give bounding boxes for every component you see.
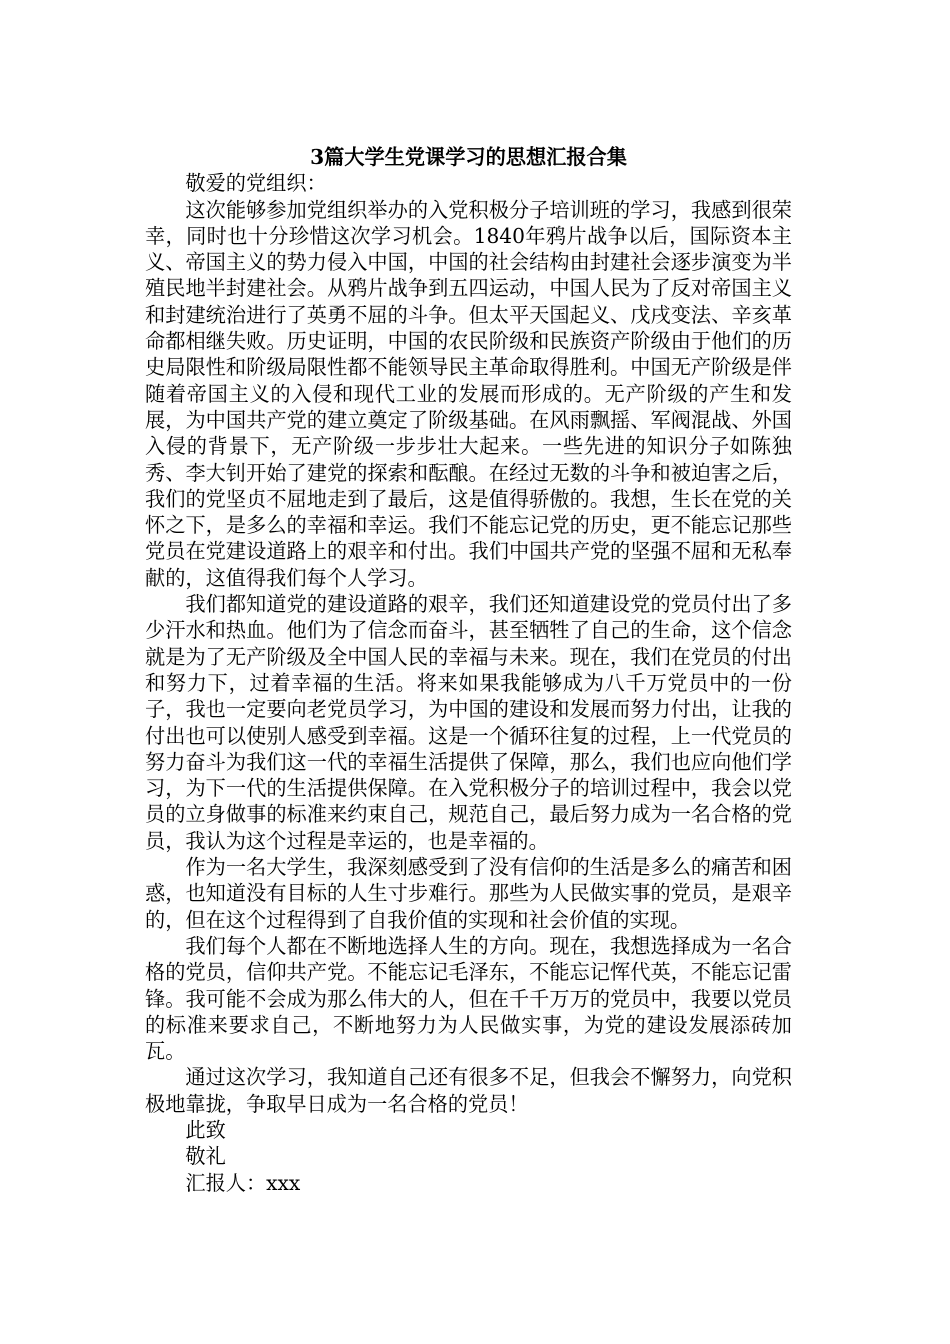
closing-salute: 敬礼	[185, 1144, 226, 1169]
signature: 汇报人：xxx	[185, 1170, 301, 1195]
salutation: 敬爱的党组织：	[185, 171, 327, 196]
paragraph-3: 作为一名大学生，我深刻感受到了没有信仰的生活是多么的痛苦和困惑，也知道没有目标的人生寸步难行。那些为人民做实事的党员，是艰辛的，但在这个过程得到了自我价值的实现和社会价值的实现。	[145, 855, 792, 932]
document-body	[145, 144, 792, 1196]
paragraph-5: 通过这次学习，我知道自己还有很多不足，但我会不懈努力，向党积极地靠拢，争取早日成为一名合格的党员！	[145, 1065, 792, 1116]
paragraph-2: 我们都知道党的建设道路的艰辛，我们还知道建设党的党员付出了多少汗水和热血。他们为了信念而奋斗，甚至牺牲了自己的生命，这个信念就是为了无产阶级及全中国人民的幸福与未来。现在，我们在党员的付出和努力下，过着幸福的生活。将来如果我能够成为八千万党员中的一份子，我也一定要向老党员学习，为中国的建设和发展而努力付出，让我的付出也可以使别人感受到幸福。这是一个循环往复的过程，上一代党员的努力奋斗为我们这一代的幸福生活提供了保障，那么，我们也应向他们学习，为下一代的生活提供保障。在入党积极分子的培训过程中，我会以党员的立身做事的标准来约束自己，规范自己，最后努力成为一名合格的党员，我认为这个过程是幸运的，也是幸福的。	[145, 592, 792, 853]
paragraph-1: 这次能够参加党组织举办的入党积极分子培训班的学习，我感到很荣幸，同时也十分珍惜这次学习机会。1840年鸦片战争以后，国际资本主义、帝国主义的势力侵入中国，中国的社会结构由封建社会逐步演变为半殖民地半封建社会。从鸦片战争到五四运动，中国人民为了反对帝国主义和封建统治进行了英勇不屈的斗争。但太平天国起义、戊戌变法、辛亥革命都相继失败。历史证明，中国的农民阶级和民族资产阶级由于他们的历史局限性和阶级局限性都不能领导民主革命取得胜利。中国无产阶级是伴随着帝国主义的入侵和现代工业的发展而形成的。无产阶级的产生和发展，为中国共产党的建立奠定了阶级基础。在风雨飘摇、军阀混战、外国入侵的背景下，无产阶级一步步壮大起来。一些先进的知识分子如陈独秀、李大钊开始了建党的探索和酝酿。在经过无数的斗争和被迫害之后，我们的党坚贞不屈地走到了最后，这是值得骄傲的。我想，生长在党的关怀之下，是多么的幸福和幸运。我们不能忘记党的历史，更不能忘记那些党员在党建设道路上的艰辛和付出。我们中国共产党的坚强不屈和无私奉献的，这值得我们每个人学习。	[145, 197, 792, 590]
paragraph-4: 我们每个人都在不断地选择人生的方向。现在，我想选择成为一名合格的党员，信仰共产党。不能忘记毛泽东，不能忘记恽代英，不能忘记雷锋。我可能不会成为那么伟大的人，但在千千万万的党员中，我要以党员的标准来要求自己，不断地努力为人民做实事，为党的建设发展添砖加瓦。	[145, 933, 792, 1064]
document-title: 3篇大学生党课学习的思想汇报合集	[310, 145, 627, 169]
closing-greeting: 此致	[185, 1117, 226, 1142]
